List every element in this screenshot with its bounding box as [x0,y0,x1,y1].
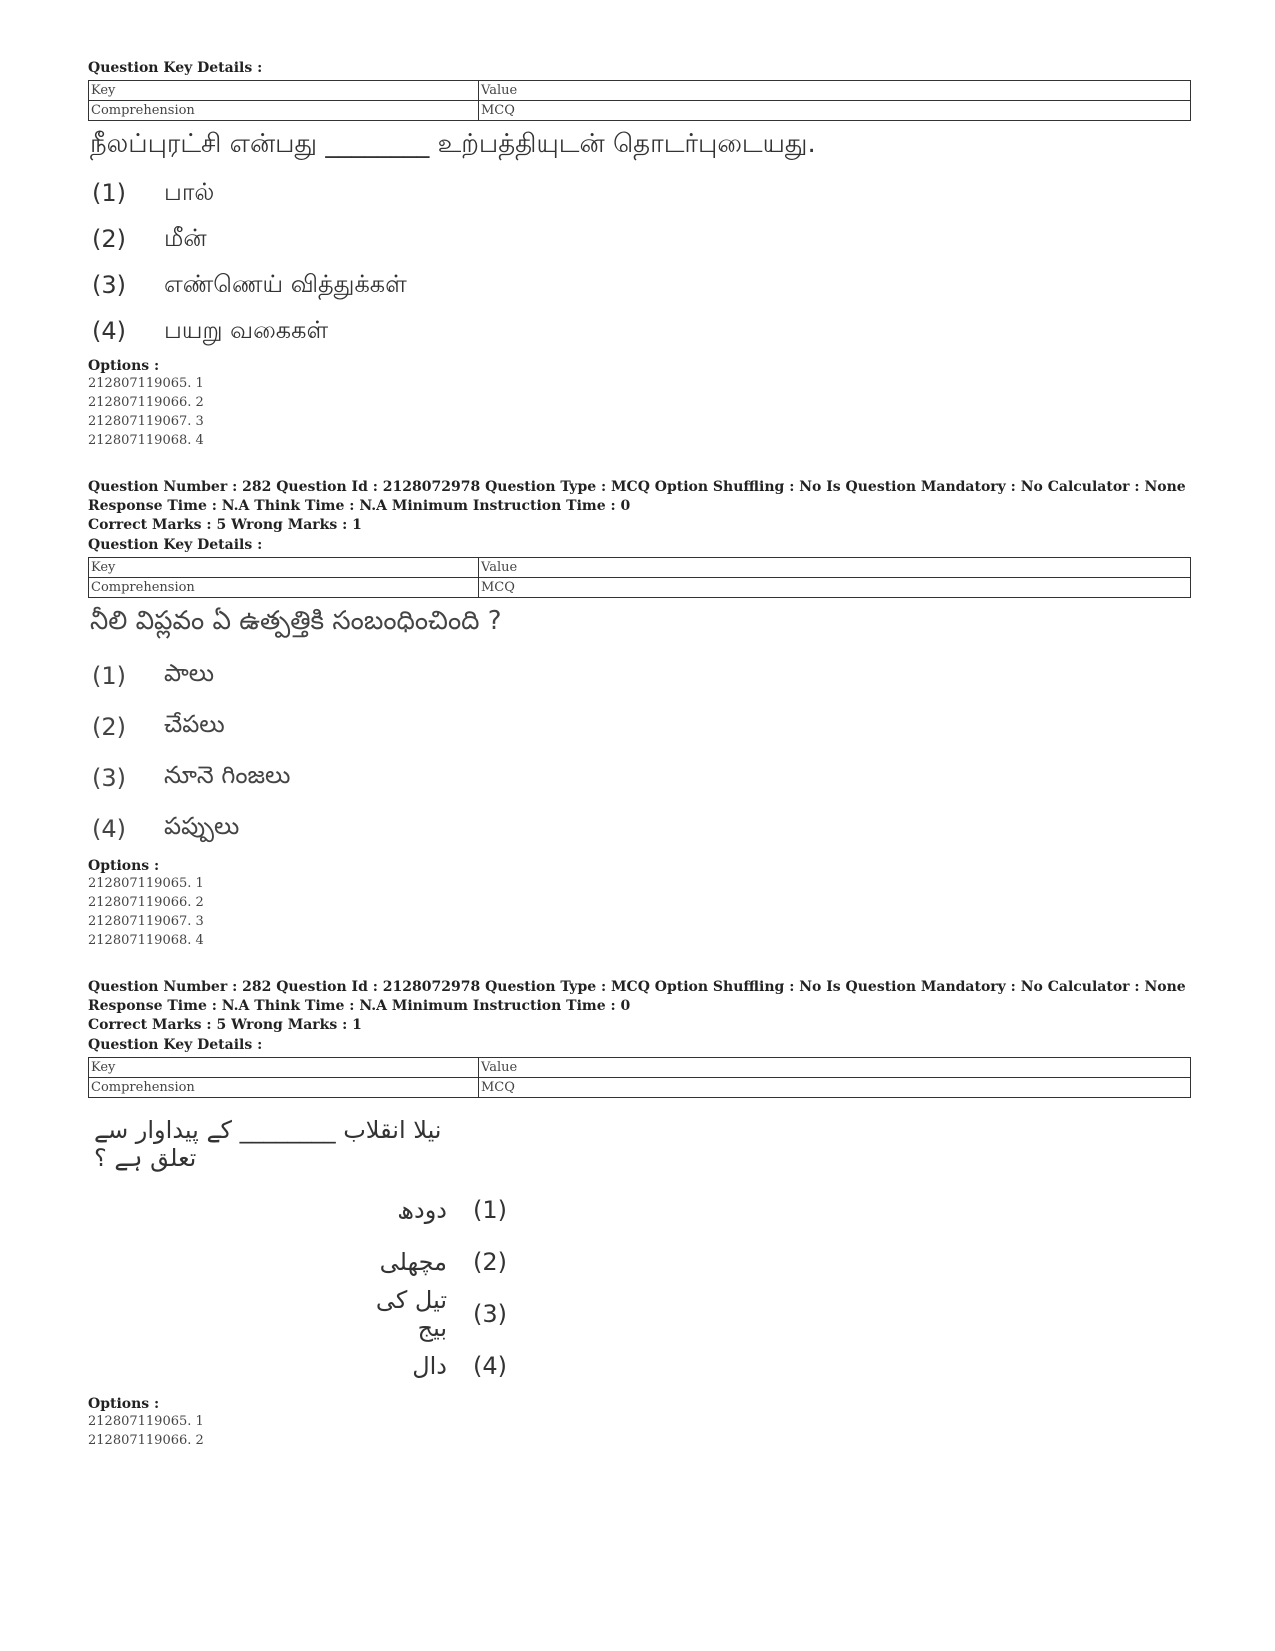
table-cell-value: MCQ [479,578,1191,598]
option-id: 212807119066. 2 [88,895,204,910]
question-text: நீலப்புரட்சி என்பது ________ உற்பத்தியுடன் தொடர்புடையது. [90,129,816,159]
option-text: பால் [164,177,215,206]
key-details-label: Question Key Details : [88,1037,263,1053]
table-cell-key: Comprehension [89,101,479,121]
option-id: 212807119068. 4 [88,433,204,448]
answer-option [88,803,1188,854]
key-details-table [88,1057,1191,1098]
table-cell-key: Comprehension [89,1078,479,1098]
key-details-label: Question Key Details : [88,60,263,76]
answer-option [88,701,1188,752]
option-number: (4) [473,1352,507,1380]
option-text: பயறு வகைகள் [164,315,329,344]
option-id: 212807119067. 3 [88,914,204,929]
question-meta-line-2: Response Time : N.A Think Time : N.A Minimum Instruction Time : 0 [88,998,631,1014]
option-number: (3) [473,1300,507,1328]
option-number: (1) [92,179,126,207]
answer-option [88,308,1188,354]
option-number: (4) [92,814,126,843]
table-header-key: Key [89,1058,479,1078]
options-label: Options : [88,1396,160,1412]
answer-option [88,262,1188,308]
option-id-list [88,374,1188,450]
question-text: నీలి విప్లవం ఏ ఉత్పత్తికి సంబంధించింది ? [90,606,502,636]
table-cell-value: MCQ [479,101,1191,121]
table-header-value: Value [479,1058,1191,1078]
option-id: 212807119065. 1 [88,876,204,891]
answer-option [88,216,1188,262]
option-text: నూనె గింజలు [164,760,291,789]
table-cell-key: Comprehension [89,578,479,598]
table-header-value: Value [479,81,1191,101]
option-text: எண்ணெய் வித்துக்கள் [164,269,407,298]
answer-option [88,170,1188,216]
option-number: (2) [92,712,126,741]
question-block-urdu [88,978,1188,1450]
option-id: 212807119065. 1 [88,376,204,391]
options-label: Options : [88,858,160,874]
answer-option [343,1288,1188,1340]
option-id: 212807119066. 2 [88,395,204,410]
option-id-list [88,874,1188,950]
option-text: مچھلی [379,1248,447,1276]
option-id: 212807119068. 4 [88,933,204,948]
key-details-table [88,557,1191,598]
question-block-tamil [88,58,1188,450]
table-header-key: Key [89,558,479,578]
option-number: (3) [92,271,126,299]
table-header-value: Value [479,558,1191,578]
option-number: (4) [92,317,126,345]
option-number: (2) [92,225,126,253]
option-text: చేపలు [164,709,225,738]
option-number: (2) [473,1248,507,1276]
option-id: 212807119065. 1 [88,1414,204,1429]
option-text: تیل کی بیج [375,1286,447,1342]
question-block-telugu [88,478,1188,950]
key-details-label: Question Key Details : [88,537,263,553]
option-number: (1) [473,1196,507,1224]
option-text: دودھ [397,1196,447,1224]
question-text: نیلا انقلاب ________ کے پیداوار سے تعلق ہے ؟ [94,1116,442,1172]
marks-line: Correct Marks : 5 Wrong Marks : 1 [88,517,362,533]
option-number: (1) [92,661,126,690]
option-text: மீன் [164,223,207,252]
key-details-table [88,80,1191,121]
question-meta-line-1: Question Number : 282 Question Id : 2128072978 Question Type : MCQ Option Shuffling : No Is Question Mandatory : No Calculator : None [88,979,1186,995]
question-meta-line-2: Response Time : N.A Think Time : N.A Minimum Instruction Time : 0 [88,498,631,514]
option-id: 212807119067. 3 [88,414,204,429]
marks-line: Correct Marks : 5 Wrong Marks : 1 [88,1017,362,1033]
question-paper [88,58,1188,1450]
option-text: دال [412,1352,447,1380]
question-meta-line-1: Question Number : 282 Question Id : 2128072978 Question Type : MCQ Option Shuffling : No Is Question Mandatory : No Calculator : None [88,479,1186,495]
answer-option [88,752,1188,803]
option-text: పాలు [164,658,215,687]
answer-option [343,1340,1188,1392]
option-number: (3) [92,763,126,792]
option-id: 212807119066. 2 [88,1433,204,1448]
options-label: Options : [88,358,160,374]
option-id-list [88,1412,1188,1450]
answer-option [343,1184,1188,1236]
option-text: పప్పులు [164,811,240,840]
answer-option [343,1236,1188,1288]
table-header-key: Key [89,81,479,101]
table-cell-value: MCQ [479,1078,1191,1098]
answer-option [88,650,1188,701]
